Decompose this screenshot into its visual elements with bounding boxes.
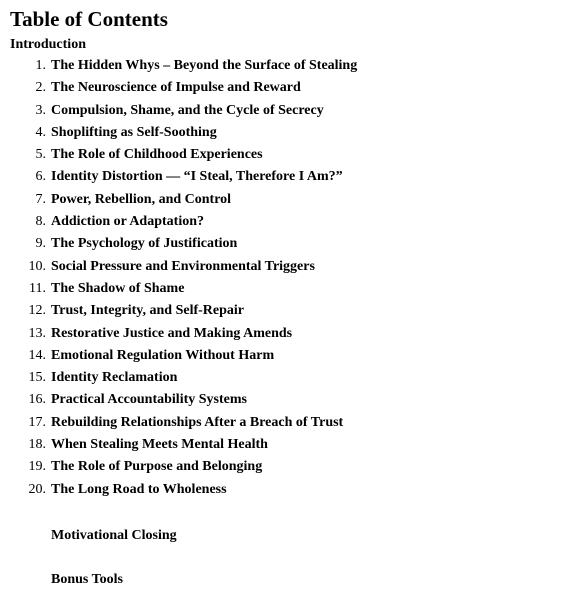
chapter-number: 4. (35, 124, 46, 140)
chapter-title: Identity Distortion — “I Steal, Therefore I Am?” (51, 169, 343, 185)
chapter-number: 3. (35, 102, 46, 118)
chapter-title: Power, Rebellion, and Control (51, 191, 232, 207)
chapter-number: 20. (28, 481, 46, 497)
chapter-title: The Role of Childhood Experiences (51, 147, 263, 163)
chapter-number: 17. (28, 414, 46, 430)
toc-title: Table of Contents (10, 7, 168, 31)
chapter-title: Emotional Regulation Without Harm (51, 347, 275, 363)
chapter-number: 19. (28, 459, 46, 475)
chapter-title: Shoplifting as Self-Soothing (51, 124, 217, 140)
chapter-number: 18. (28, 437, 46, 453)
chapter-number: 1. (35, 58, 46, 73)
toc-motivational-closing: Motivational Closing (51, 528, 177, 543)
chapter-entry (0, 369, 571, 391)
chapter-title: The Shadow of Shame (51, 280, 185, 296)
chapter-title: The Neuroscience of Impulse and Reward (51, 80, 301, 96)
chapter-title: Practical Accountability Systems (51, 392, 247, 408)
chapter-number: 11. (29, 280, 46, 296)
chapter-number: 2. (35, 80, 46, 96)
chapter-number: 15. (28, 370, 46, 386)
chapter-entry (0, 124, 571, 146)
chapter-entry (0, 146, 571, 168)
chapter-entry (0, 102, 571, 124)
chapter-number: 8. (35, 214, 46, 230)
chapter-title: The Long Road to Wholeness (51, 481, 227, 497)
chapter-title: The Hidden Whys – Beyond the Surface of Stealing (51, 58, 358, 73)
chapter-number: 6. (35, 169, 46, 185)
chapter-entry (0, 325, 571, 347)
chapter-title: The Role of Purpose and Belonging (51, 459, 263, 475)
chapter-entry (0, 436, 571, 458)
chapter-title: Rebuilding Relationships After a Breach of Trust (51, 414, 344, 430)
chapter-entry (0, 458, 571, 480)
chapter-title: The Psychology of Justification (51, 236, 238, 252)
chapter-number: 9. (35, 236, 46, 252)
chapter-number: 13. (28, 325, 46, 341)
chapter-entry (0, 168, 571, 190)
chapter-entry (0, 258, 571, 280)
chapter-entry (0, 57, 571, 79)
chapter-title: Trust, Integrity, and Self-Repair (51, 303, 245, 319)
chapter-number: 16. (28, 392, 46, 408)
chapter-number: 7. (35, 191, 46, 207)
chapter-title: Restorative Justice and Making Amends (51, 325, 293, 341)
toc-introduction: Introduction (10, 37, 86, 52)
chapter-number: 5. (35, 147, 46, 163)
chapter-entry (0, 191, 571, 213)
chapter-title: Compulsion, Shame, and the Cycle of Secrecy (51, 102, 324, 118)
chapter-entry (0, 213, 571, 235)
chapter-entry (0, 414, 571, 436)
chapter-entry (0, 302, 571, 324)
toc-bonus-tools: Bonus Tools (51, 572, 123, 587)
chapter-entry (0, 347, 571, 369)
chapter-title: When Stealing Meets Mental Health (51, 437, 268, 453)
chapter-entry (0, 79, 571, 101)
chapter-entry (0, 481, 571, 503)
chapter-list (0, 57, 571, 503)
chapter-title: Addiction or Adaptation? (51, 214, 204, 230)
chapter-entry (0, 235, 571, 257)
chapter-number: 14. (28, 347, 46, 363)
chapter-number: 10. (28, 258, 46, 274)
chapter-number: 12. (28, 303, 46, 319)
chapter-entry (0, 391, 571, 413)
chapter-entry (0, 280, 571, 302)
chapter-title: Social Pressure and Environmental Triggers (51, 258, 315, 274)
chapter-title: Identity Reclamation (51, 370, 178, 386)
